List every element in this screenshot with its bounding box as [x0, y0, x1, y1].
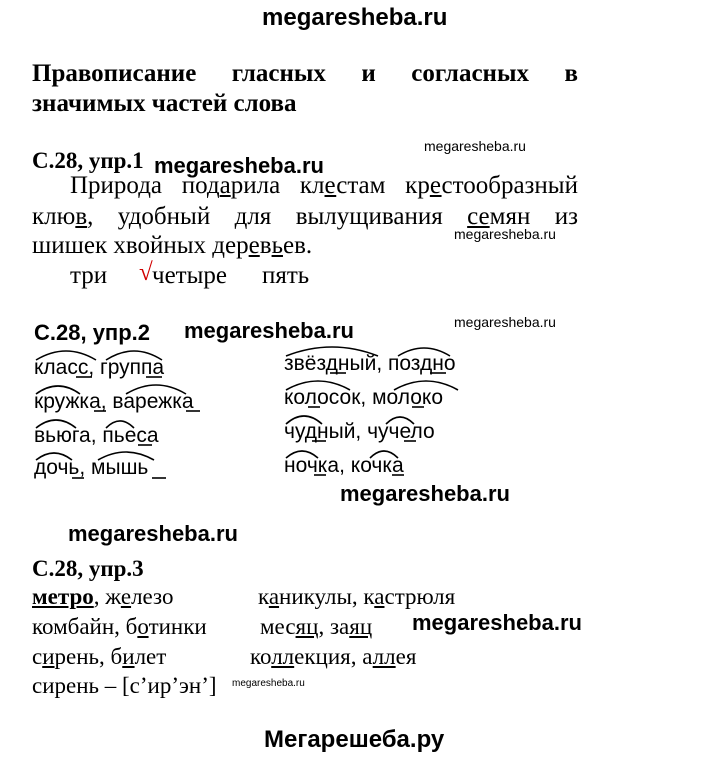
heading-line-1 — [32, 58, 578, 90]
ex1-line-2: клюв, удобный для вылущивания семян из — [32, 203, 578, 230]
watermark-ex3-top: megaresheba.ru — [68, 521, 238, 546]
heading-word: и — [361, 60, 376, 87]
ex2-right-row-2: колосок, молоко — [284, 386, 444, 409]
heading-word: в — [564, 60, 578, 87]
ex3-right-row-1: каникулы, кастрюля — [258, 584, 456, 609]
ex1-line-3: шишек хвойных деревьев. — [32, 232, 313, 259]
ex3-left-row-2: комбайн, ботинки — [32, 614, 207, 639]
watermark-ex1-mid: megaresheba.ru — [454, 226, 556, 242]
heading-word: Правописание — [32, 60, 197, 87]
ex3-left-row-3: сирень, билет — [32, 644, 167, 669]
ex1-line-1: Природа подарила клестам крестообразный — [70, 172, 578, 199]
heading-word: согласных — [411, 60, 529, 87]
check-mark-icon: √ — [139, 259, 153, 286]
ex1-option-3: пять — [262, 262, 310, 289]
ex3-right-row-3: коллекция, аллея — [250, 644, 417, 669]
ex2-title: С.28, упр.2 — [34, 320, 151, 345]
ex2-right-row-3: чудный, чучело — [284, 420, 435, 443]
heading-line-2: значимых частей слова — [32, 90, 297, 117]
watermark-ex2-bottom: megaresheba.ru — [340, 481, 510, 506]
ex2-left-row-1: класс, группа — [34, 356, 165, 379]
heading-word: гласных — [231, 60, 326, 87]
ex1-option-2: четыре — [152, 262, 227, 289]
watermark-ex1-bold: megaresheba.ru — [154, 153, 324, 178]
watermark-ex2-small: megaresheba.ru — [454, 314, 556, 330]
ex1-title: С.28, упр.1 — [32, 148, 144, 173]
ex3-right-row-2: месяц, заяц — [260, 614, 373, 639]
watermark-ex3-right: megaresheba.ru — [412, 610, 582, 635]
ex2-left-row-4: дочь, мышь — [34, 456, 149, 479]
ex3-title: С.28, упр.3 — [32, 556, 144, 581]
ex2-left-row-3: вьюга, пьеса — [34, 424, 159, 447]
footer-site-name: Мегарешеба.ру — [264, 726, 445, 753]
ex2-left-row-2: кружка, варежка — [34, 390, 194, 413]
watermark-ex2-bold: megaresheba.ru — [184, 318, 354, 343]
watermark-ex1-small: megaresheba.ru — [424, 138, 526, 154]
watermark-top: megaresheba.ru — [262, 4, 448, 31]
ex2-right-row-4: ночка, кочка — [284, 454, 404, 477]
ex3-left-row-4: сирень – [с’ир’эн’] — [32, 673, 217, 698]
ex1-option-1: три — [70, 262, 108, 289]
ex2-right-row-1: звёздный, поздно — [284, 352, 456, 375]
watermark-ex3-tiny: megaresheba.ru — [232, 678, 305, 689]
ex3-left-row-1: метро, железо — [32, 584, 174, 609]
